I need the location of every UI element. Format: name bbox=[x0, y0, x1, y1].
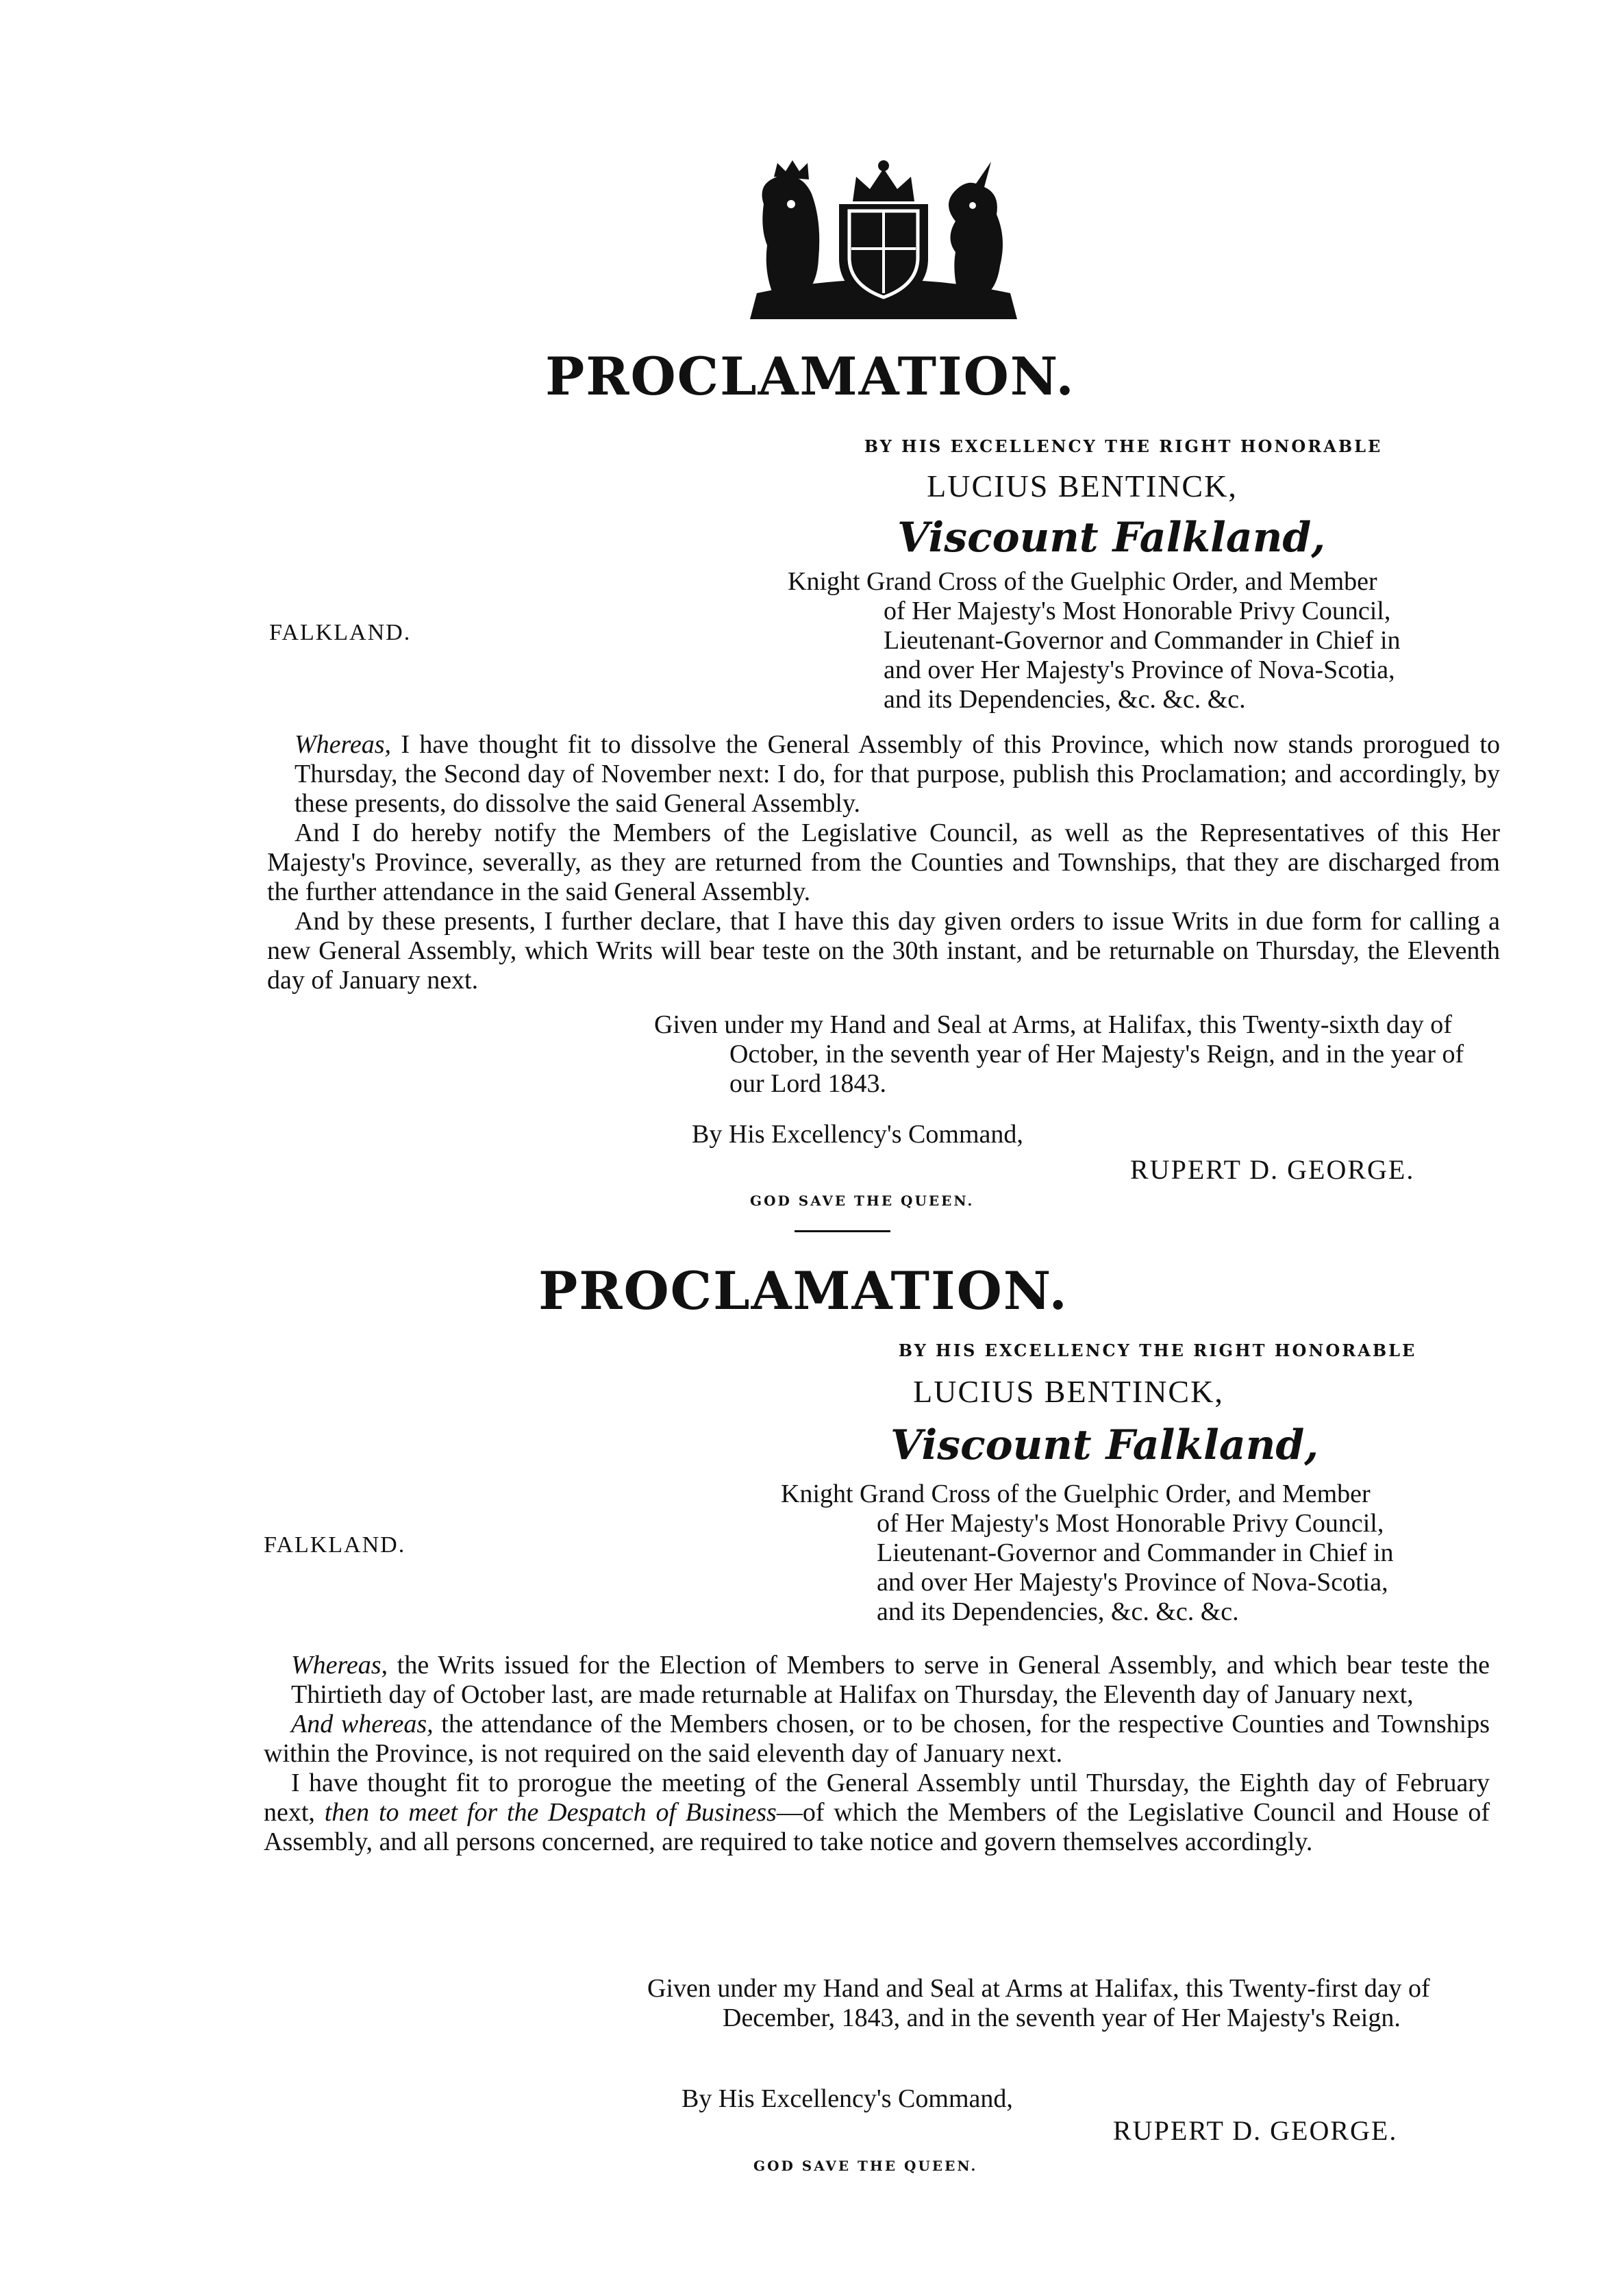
body-paragraph bbox=[264, 1651, 1490, 1710]
proclamation-2-title: PROCLAMATION. bbox=[538, 1260, 1068, 1321]
paragraph-text: —of which the Members of the Legislative Council and House of Assembly, and all persons concerned, are required to take notice and govern themselves accordingly. bbox=[264, 1798, 1490, 1856]
proclamation-1-god-save: GOD SAVE THE QUEEN. bbox=[750, 1193, 975, 1209]
style-line: Lieutenant-Governor and Commander in Chief in bbox=[884, 626, 1401, 655]
proclamation-1-styles bbox=[788, 567, 1493, 714]
proclamation-2-signature: FALKLAND. bbox=[264, 1532, 406, 1558]
style-line: of Her Majesty's Most Honorable Privy Council, bbox=[884, 597, 1391, 625]
paragraph-text: the attendance of the Members chosen, or to be chosen, for the respective Counties and Townships within the Province, is not required on the said eleventh day of January next. bbox=[264, 1710, 1490, 1768]
body-paragraph bbox=[267, 730, 1500, 819]
royal-coat-of-arms-icon bbox=[736, 156, 1031, 324]
proclamation-2-body bbox=[264, 1651, 1490, 1857]
style-line: and over Her Majesty's Province of Nova-Scotia, bbox=[877, 1568, 1388, 1597]
style-line: Knight Grand Cross of the Guelphic Order, and Member bbox=[788, 567, 1377, 596]
body-paragraph: And by these presents, I further declare, that I have this day given orders to issue Writs in due form for calling a new General Assembly, which Writs will bear teste on the 30th instant, and be returnable on Thursday, the Eleventh day of January next. bbox=[267, 907, 1500, 995]
proclamation-1-title: PROCLAMATION. bbox=[545, 346, 1075, 407]
given-text: Given under my Hand and Seal at Arms, at Halifax, this Twenty-sixth day of October, in the seventh year of Her Majesty's Reign, and in the year of our Lord 1843. bbox=[654, 1010, 1464, 1098]
proclamation-2-styles bbox=[781, 1480, 1486, 1627]
style-line: and its Dependencies, &c. &c. &c. bbox=[877, 1597, 1239, 1626]
proclamation-1-body bbox=[267, 730, 1500, 995]
proclamation-1-name: LUCIUS BENTINCK, bbox=[927, 469, 1238, 503]
proclamation-2-by-line: BY HIS EXCELLENCY THE RIGHT HONORABLE bbox=[898, 1340, 1417, 1360]
style-line: Lieutenant-Governor and Commander in Chief in bbox=[877, 1538, 1394, 1567]
proclamation-1-signature: FALKLAND. bbox=[269, 620, 412, 645]
style-line: of Her Majesty's Most Honorable Privy Council, bbox=[877, 1509, 1384, 1538]
whereas-lead: Whereas, bbox=[291, 1651, 388, 1680]
proclamation-2-viscount-title: Viscount Falkland, bbox=[890, 1421, 1319, 1469]
italic-phrase: then to meet for the Despatch of Business bbox=[324, 1798, 777, 1827]
body-paragraph bbox=[264, 1710, 1490, 1769]
proclamation-2-name: LUCIUS BENTINCK, bbox=[913, 1374, 1224, 1409]
proclamation-2-god-save: GOD SAVE THE QUEEN. bbox=[753, 2158, 978, 2174]
proclamation-2-given bbox=[647, 1974, 1497, 2033]
proclamation-1-secretary: RUPERT D. GEORGE. bbox=[1130, 1154, 1415, 1185]
proclamation-1-by-line: BY HIS EXCELLENCY THE RIGHT HONORABLE bbox=[864, 436, 1383, 456]
style-line: Knight Grand Cross of the Guelphic Order, and Member bbox=[781, 1480, 1371, 1508]
proclamation-1-command: By His Excellency's Command, bbox=[692, 1120, 1023, 1149]
whereas-lead: Whereas, bbox=[295, 730, 392, 759]
proclamation-2-command: By His Excellency's Command, bbox=[682, 2084, 1013, 2113]
proclamation-1-given bbox=[654, 1010, 1497, 1099]
body-paragraph bbox=[264, 1769, 1490, 1857]
given-text: Given under my Hand and Seal at Arms at Halifax, this Twenty-first day of December, 1843, and in the seventh year of Her Majesty's Reign. bbox=[647, 1974, 1430, 2032]
style-line: and over Her Majesty's Province of Nova-Scotia, bbox=[884, 656, 1395, 684]
proclamation-1-viscount-title: Viscount Falkland, bbox=[897, 514, 1326, 562]
proclamation-2-secretary: RUPERT D. GEORGE. bbox=[1113, 2115, 1398, 2146]
style-line: and its Dependencies, &c. &c. &c. bbox=[884, 685, 1246, 714]
body-paragraph: And I do hereby notify the Members of the Legislative Council, as well as the Representatives of this Her Majesty's Province, severally, as they are returned from the Counties and Townships, that they are discharged from the further attendance in the said General Assembly. bbox=[267, 819, 1500, 906]
and-whereas-lead: And whereas, bbox=[291, 1710, 434, 1738]
paragraph-text: the Writs issued for the Election of Members to serve in General Assembly, and which bear teste the Thirtieth day of October last, are made returnable at Halifax on Thursday, the Eleventh day of January next, bbox=[291, 1651, 1490, 1709]
paragraph-text: I have thought fit to dissolve the General Assembly of this Province, which now stands prorogued to Thursday, the Second day of November next: I do, for that purpose, publish this Proclamation; and accordingly, by these presents, do dissolve the said General Assembly. bbox=[295, 730, 1500, 818]
paragraph-text: I have thought fit to prorogue the meeting of the General Assembly until Thursday, the Eighth day of February next, bbox=[264, 1769, 1490, 1827]
divider-rule bbox=[795, 1230, 890, 1232]
